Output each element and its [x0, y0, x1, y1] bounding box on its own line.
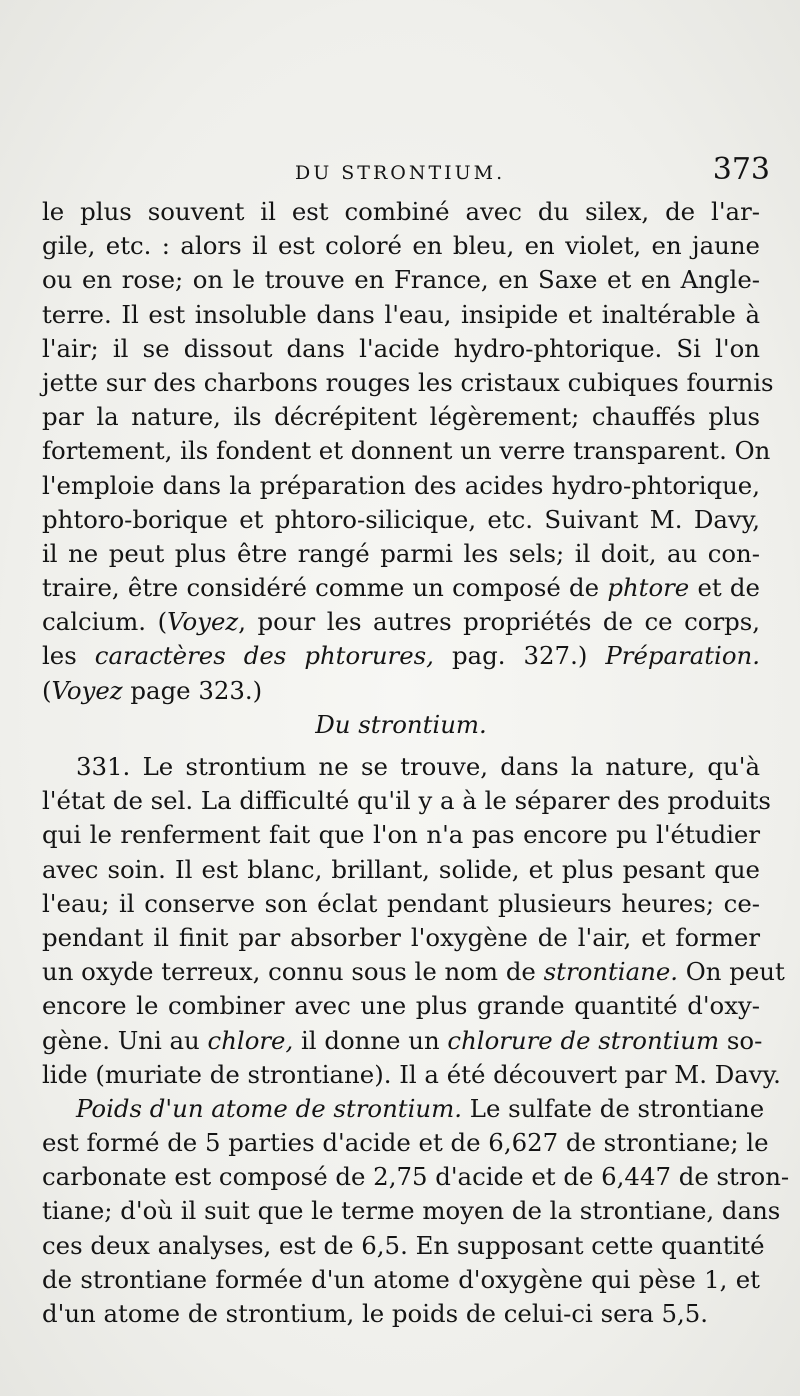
text-line: 331. Le strontium ne se trouve, dans la nature, qu'à: [76, 752, 760, 781]
text-run: traire, être considéré comme un composé de: [42, 573, 608, 603]
text-line: tiane; d'où il suit que le terme moyen de la strontiane, dans: [42, 1196, 781, 1226]
text-run: il donne un: [293, 1025, 448, 1055]
text-line: phtoro-borique et phtoro-silicique, etc. Suivant M. Davy,: [42, 504, 760, 534]
text-run: , pour les autres propriétés de ce corps,: [238, 607, 760, 637]
paragraph-strontium: [42, 750, 785, 1092]
text-line: qui le renferment fait que l'on n'a pas encore pu l'étudier: [42, 820, 760, 850]
text-line: l'eau; il conserve son éclat pendant plusieurs heures; ce-: [42, 888, 760, 918]
text-run: gène. Uni au: [42, 1025, 208, 1055]
text-line: [42, 605, 760, 639]
text-run: calcium. (: [42, 607, 168, 637]
text-line: avec soin. Il est blanc, brillant, solide, et plus pesant que: [42, 854, 760, 884]
text-line: gile, etc. : alors il est coloré en bleu, en violet, en jaune: [42, 231, 760, 261]
paragraph-phtorure: [42, 195, 774, 708]
text-line: le plus souvent il est combiné avec du silex, de l'ar-: [42, 197, 760, 226]
text-line: est formé de 5 parties d'acide et de 6,627 de strontiane; le: [42, 1128, 769, 1158]
text-run: un oxyde terreux, connu sous le nom de: [42, 957, 544, 987]
italic-term: phtore: [607, 573, 690, 603]
text-line: jette sur des charbons rouges les cristaux cubiques fournis: [42, 367, 774, 397]
italic-term: chlore,: [207, 1025, 294, 1055]
text-run: page 323.): [122, 675, 263, 705]
italic-term: caractères des phtorures,: [94, 641, 434, 671]
text-line: ces deux analyses, est de 6,5. En supposant cette quantité: [42, 1230, 765, 1260]
text-run: (: [42, 675, 52, 705]
italic-term: Préparation.: [605, 641, 760, 671]
text-line: par la nature, ils décrépitent légèrement; chauffés plus: [42, 402, 760, 432]
italic-term: strontiane.: [543, 957, 679, 987]
text-run: so-: [719, 1025, 763, 1055]
text-line: l'emploie dans la préparation des acides hydro-phtorique,: [42, 470, 760, 500]
text-line: ou en rose; on le trouve en France, en Saxe et en Angle-: [42, 265, 760, 295]
page-header: [40, 150, 770, 190]
text-line: encore le combiner avec une plus grande quantité d'oxy-: [42, 991, 760, 1021]
running-head: DU STRONTIUM.: [295, 162, 506, 184]
text-line: l'air; il se dissout dans l'acide hydro-phtorique. Si l'on: [42, 333, 760, 363]
text-run: pag. 327.): [433, 641, 606, 671]
paragraph-atomic-weight: [42, 1092, 790, 1331]
text-line: il ne peut plus être rangé parmi les sels; il doit, au con-: [42, 538, 760, 568]
text-line: [42, 1024, 763, 1058]
text-run: On peut: [678, 957, 785, 987]
text-line: [42, 571, 760, 605]
page-body: [42, 195, 790, 1331]
text-line: fortement, ils fondent et donnent un verre transparent. On: [42, 436, 771, 466]
text-line: terre. Il est insoluble dans l'eau, insipide et inaltérable à: [42, 299, 760, 329]
text-run: et de: [689, 573, 760, 603]
text-line: pendant il finit par absorber l'oxygène de l'air, et former: [42, 922, 760, 952]
text-line: [42, 955, 785, 989]
italic-term: Voyez: [51, 675, 123, 705]
text-line: d'un atome de strontium, le poids de celui-ci sera 5,5.: [42, 1299, 709, 1328]
text-line: l'état de sel. La difficulté qu'il y a à le séparer des produits: [42, 786, 771, 816]
text-line: [42, 639, 760, 673]
italic-term: Poids d'un atome de strontium.: [76, 1093, 462, 1123]
text-line: [42, 674, 760, 708]
text-line: carbonate est composé de 2,75 d'acide et de 6,447 de stron-: [42, 1162, 790, 1192]
text-run: Le sulfate de strontiane: [462, 1093, 765, 1123]
text-line: lide (muriate de strontiane). Il a été découvert par M. Davy.: [42, 1059, 781, 1089]
section-heading: Du strontium.: [315, 709, 487, 739]
italic-term: Voyez: [167, 607, 239, 637]
text-line: [42, 1092, 765, 1126]
italic-term: chlorure de strontium: [447, 1025, 720, 1055]
text-line: de strontiane formée d'un atome d'oxygène qui pèse 1, et: [42, 1264, 760, 1294]
page-number: 373: [712, 152, 770, 187]
text-run: les: [42, 641, 95, 671]
